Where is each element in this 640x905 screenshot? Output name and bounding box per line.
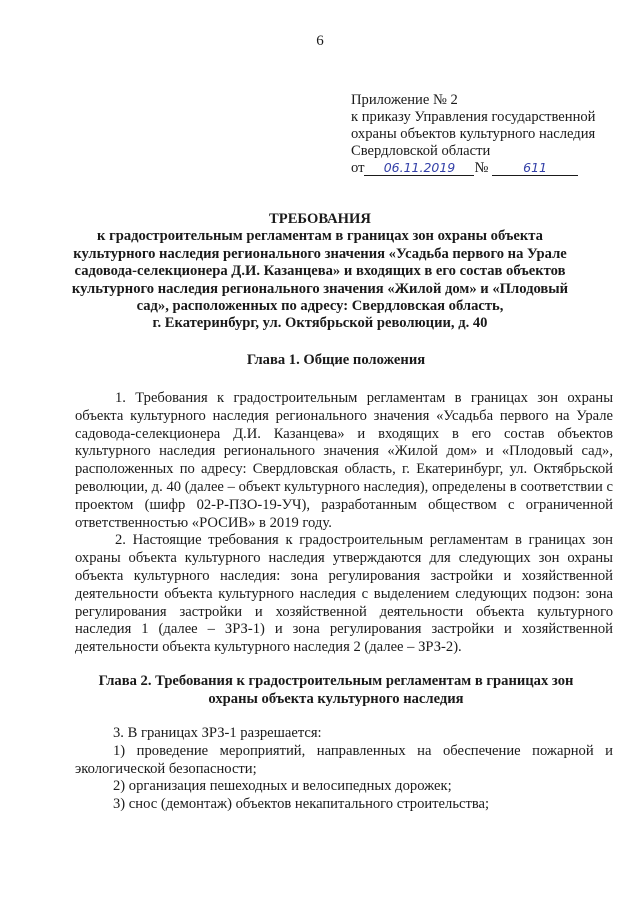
chapter-2-heading-line: Глава 2. Требования к градостроительным регламентам в границах зон xyxy=(98,673,574,689)
appendix-line: к приказу Управления государственной xyxy=(351,109,596,125)
chapter-1-body xyxy=(75,390,613,657)
page-number: 6 xyxy=(316,33,324,49)
title-line: к градостроительным регламентам в границах зон охраны объекта xyxy=(97,228,543,245)
chapter-1-heading: Глава 1. Общие положения xyxy=(246,352,426,368)
document-title xyxy=(60,211,580,333)
chapter-2-heading-line: охраны объекта культурного наследия xyxy=(208,691,464,707)
paragraph: 3. В границах ЗРЗ-1 разрешается: xyxy=(113,725,322,741)
title-line: культурного наследия регионального значения «Жилой дом» и «Плодовый xyxy=(71,280,569,297)
list-item: 2) организация пешеходных и велосипедных дорожек; xyxy=(113,778,452,795)
date-prefix: от xyxy=(351,160,365,176)
list-item: 3) снос (демонтаж) объектов некапитального строительства; xyxy=(113,796,490,813)
title-line: садовода-селекционера Д.И. Казанцева» и входящих в его состав объектов xyxy=(74,263,566,280)
title-line: культурного наследия регионального значения «Усадьба первого на Урале xyxy=(73,245,567,262)
chapter-2-heading xyxy=(60,672,612,708)
appendix-line: Свердловской области xyxy=(351,143,491,159)
title-heading: ТРЕБОВАНИЯ xyxy=(269,211,371,227)
number-label: № xyxy=(474,160,489,176)
appendix-date-line xyxy=(351,160,621,177)
title-line: сад», расположенных по адресу: Свердловская область, xyxy=(136,298,504,315)
paragraph: 2. Настоящие требования к градостроительным регламентам в границах зон охраны объекта культурного наследия утверждаются для следующих зон охраны объекта культурного наследия: зона регулирования застройки и хозяйственной деятельности объекта культурного наследия с выделением следующих подзон: зона регулирования застройки и хозяйственной деятельности объекта культурного наследия 1 (далее – ЗРЗ-1) и зона регулирования застройки и хозяйственной деятельности объекта культурного наследия 2 (далее – ЗРЗ-2). xyxy=(75,532,613,656)
paragraph: 1. Требования к градостроительным регламентам в границах зон охраны объекта культурного наследия регионального значения «Усадьба первого на Урале садовода-селекционера Д.И. Казанцева» и входящих в его состав объектов культурного наследия регионального значения «Жилой дом» и «Плодовый сад», расположенных по адресу: Свердловская область, г. Екатеринбург, ул. Октябрьской революции, д. 40 (далее – объект культурного наследия), определены в соответствии с проектом (шифр 02-Р-ПЗО-19-УЧ), разработанным обществом с ограниченной ответственностью «РОСИВ» в 2019 году. xyxy=(75,390,613,531)
appendix-line: Приложение № 2 xyxy=(351,92,458,108)
title-line: г. Екатеринбург, ул. Октябрьской революции, д. 40 xyxy=(152,315,488,332)
handwritten-date: 06.11.2019 xyxy=(364,160,474,176)
list-item: 1) проведение мероприятий, направленных на обеспечение пожарной и экологической безопасности; xyxy=(75,742,613,777)
handwritten-number: 611 xyxy=(492,160,578,176)
appendix-line: охраны объектов культурного наследия xyxy=(351,126,596,142)
appendix-block xyxy=(351,92,621,177)
chapter-2-body xyxy=(75,725,613,814)
